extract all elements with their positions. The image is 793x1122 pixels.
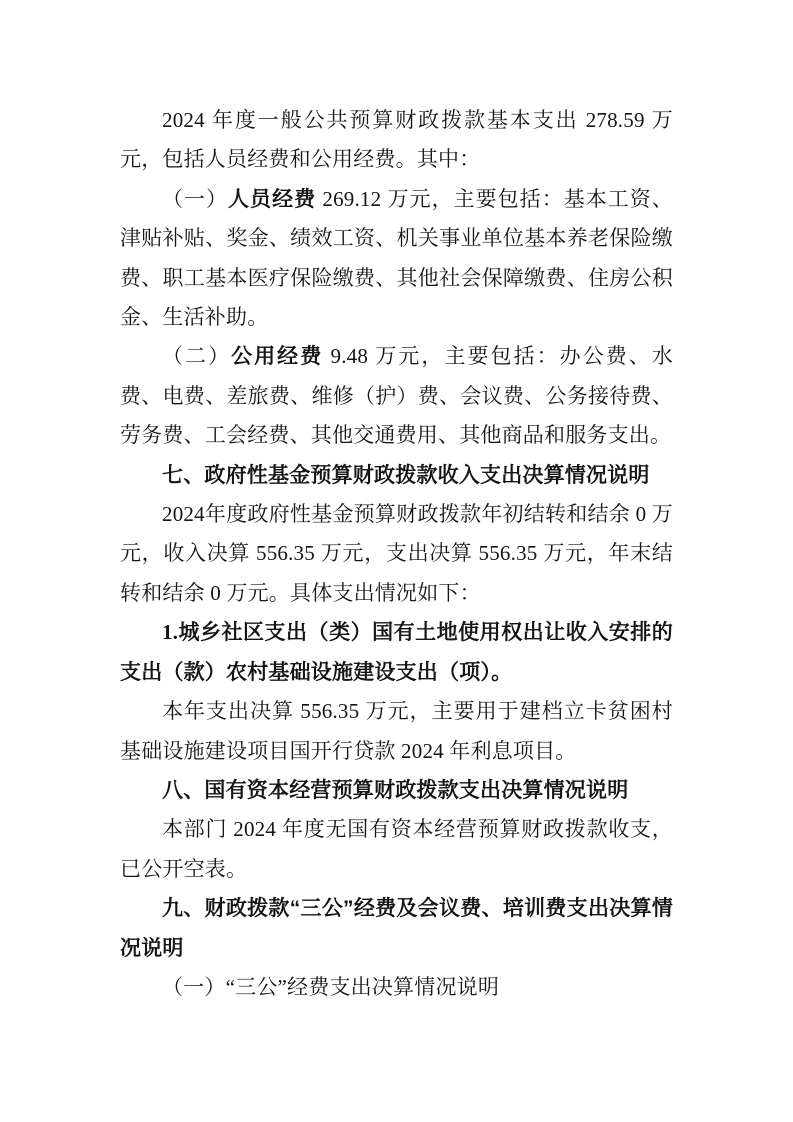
- para-personnel-expenses: [120, 180, 673, 338]
- para-no-soe-capital-budget: 本部门 2024 年度无国有资本经营预算财政拨款收支，已公开空表。: [120, 817, 673, 881]
- para-current-year-expenditure: 本年支出决算 556.35 万元，主要用于建档立卡贫困村基础设施建设项目国开行贷款 2024 年利息项目。: [120, 699, 673, 763]
- para-personnel-expenses-bold-label: 人员经费: [228, 186, 317, 211]
- heading-subsection-1-urban-rural-community: 1.城乡社区支出（类）国有土地使用权出让收入安排的支出（款）农村基础设施建设支出（项）。: [120, 620, 673, 684]
- para-gov-fund-summary: 2024年度政府性基金预算财政拨款年初结转和结余 0 万元，收入决算 556.35 万元，支出决算 556.35 万元，年末结转和结余 0 万元。具体支出情况如下：: [120, 502, 673, 605]
- para-public-expenses-bold-label: 公用经费: [231, 344, 324, 369]
- para-personnel-expenses-pre: （一）: [162, 186, 229, 211]
- heading-section-7-gov-fund-budget: 七、政府性基金预算财政拨款收入支出决算情况说明: [162, 463, 650, 487]
- heading-section-9-three-public-funds: 九、财政拨款“三公”经费及会议费、培训费支出决算情况说明: [120, 897, 673, 960]
- para-personnel-expenses-detail: 269.12 万元，主要包括：基本工资、津贴补贴、奖金、绩效工资、机关事业单位基本养老保险缴费、职工基本医疗保险缴费、其他社会保障缴费、住房公积金、生活补助。: [120, 186, 673, 330]
- subheading-three-public-funds-explanation: （一）“三公”经费支出决算情况说明: [162, 974, 500, 999]
- para-general-budget-basic-expenditure: 2024 年度一般公共预算财政拨款基本支出 278.59 万元，包括人员经费和公用经费。其中：: [120, 108, 673, 172]
- para-public-expenses-detail: 9.48 万元，主要包括：办公费、水费、电费、差旅费、维修（护）费、会议费、公务接待费、劳务费、工会经费、其他交通费用、其他商品和服务支出。: [120, 344, 673, 448]
- heading-section-8-soe-capital-budget: 八、国有资本经营预算财政拨款支出决算情况说明: [162, 778, 629, 802]
- para-public-expenses-pre: （二）: [162, 344, 232, 369]
- para-public-expenses: [120, 337, 673, 455]
- document-content: [120, 101, 673, 1007]
